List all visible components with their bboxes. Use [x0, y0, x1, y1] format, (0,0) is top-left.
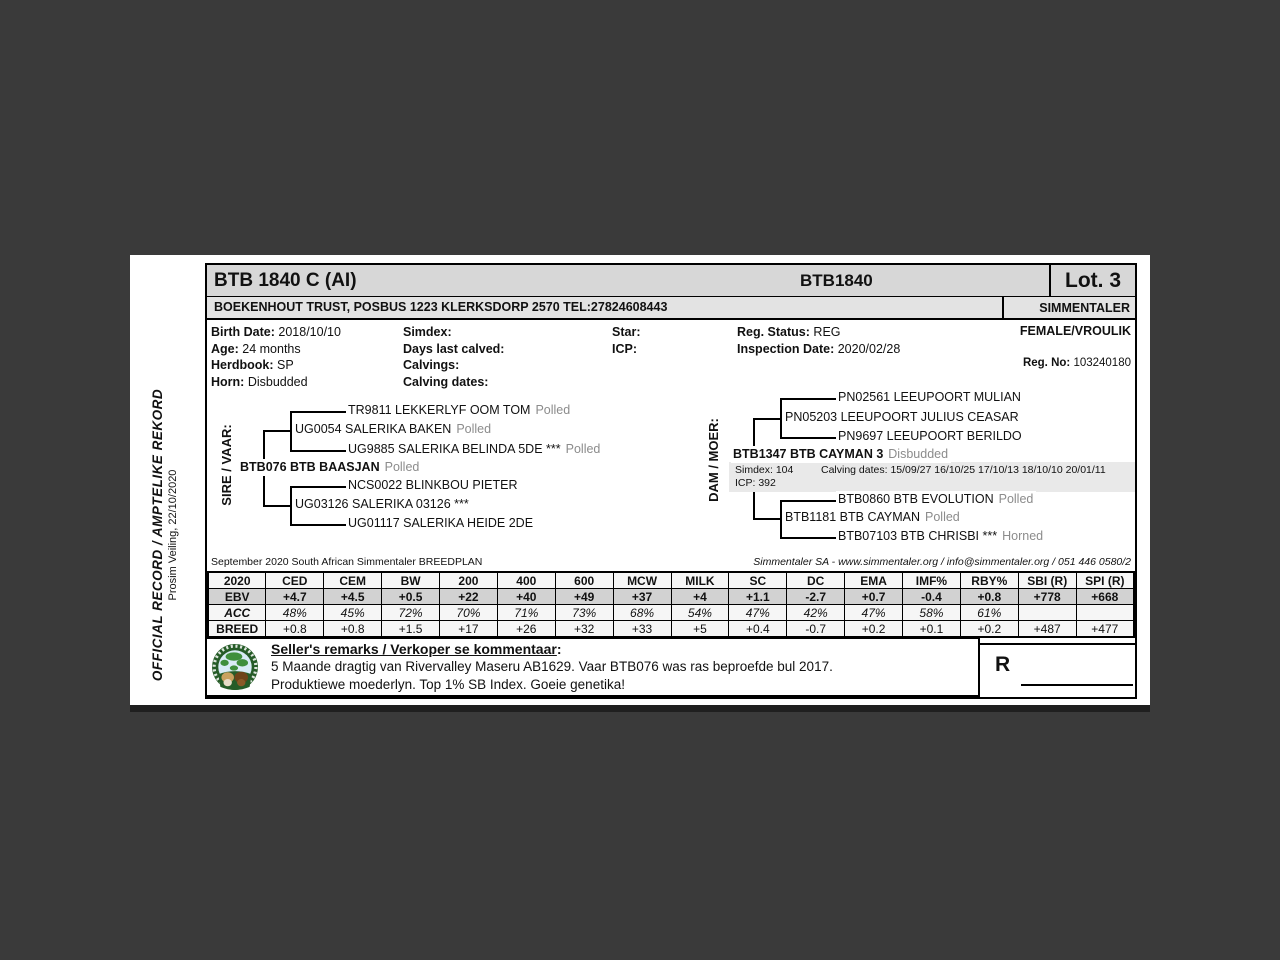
bp-cell: +0.8	[324, 621, 382, 638]
dam-name: BTB1347 BTB CAYMAN 3 Disbudded	[731, 446, 951, 463]
dam-granddam: PN9697 LEEUPOORT BERILDO	[836, 428, 1030, 445]
sire-sire: UG0054 SALERIKA BAKEN Polled	[293, 421, 494, 438]
animal-tag: BTB1840	[800, 271, 873, 290]
bp-cell: 47%	[845, 605, 903, 621]
bp-row-label: EBV	[208, 589, 266, 605]
sire-tree-line	[263, 505, 291, 507]
dam-simdex: Simdex: 104	[735, 464, 794, 476]
seller-remarks	[271, 640, 833, 694]
bp-column-header: 400	[497, 572, 555, 589]
bp-cell: 54%	[671, 605, 729, 621]
catalog-page	[130, 255, 1150, 705]
info-col-2	[403, 324, 504, 390]
simdex: Simdex:	[403, 325, 452, 339]
bp-cell: 47%	[729, 605, 787, 621]
bp-row-label: BREED	[208, 621, 266, 638]
breeder-row	[207, 297, 1135, 320]
bp-column-header: CED	[266, 572, 324, 589]
bp-cell: 68%	[613, 605, 671, 621]
star: Star:	[612, 325, 641, 339]
dam-dam-sire: BTB0860 BTB EVOLUTION Polled	[836, 491, 1036, 508]
bp-cell: +0.7	[845, 589, 903, 605]
bp-cell: +0.8	[960, 589, 1018, 605]
sire-name: BTB076 BTB BAASJAN Polled	[238, 459, 422, 476]
bp-cell: +26	[497, 621, 555, 638]
bp-cell: +4.5	[324, 589, 382, 605]
calvings: Calvings:	[403, 358, 460, 372]
price-blank-line	[1021, 684, 1133, 686]
bp-cell: +5	[671, 621, 729, 638]
side-label	[150, 375, 206, 695]
sire-dam: UG03126 SALERIKA 03126 ***	[293, 496, 477, 513]
animal-info	[207, 322, 1135, 392]
seller-remarks-line1: 5 Maande dragtig van Rivervalley Maseru AB1629. Vaar BTB076 was ras beproefde bul 2017.	[271, 659, 833, 674]
bp-column-header: EMA	[845, 572, 903, 589]
bp-cell: +487	[1018, 621, 1076, 638]
bp-cell: +4	[671, 589, 729, 605]
bp-cell: +40	[497, 589, 555, 605]
bp-column-header: 200	[440, 572, 498, 589]
sire-tree-line	[290, 486, 346, 488]
bp-cell: 70%	[440, 605, 498, 621]
dam-dam: BTB1181 BTB CAYMAN Polled	[783, 509, 963, 526]
seller-remarks-line2: Produktiewe moederlyn. Top 1% SB Index. Goeie genetika!	[271, 677, 625, 692]
registration-number: Reg. No: 103240180	[1022, 357, 1131, 369]
bp-cell: +0.1	[903, 621, 961, 638]
bp-cell: 71%	[497, 605, 555, 621]
dam-sire: PN05203 LEEUPOORT JULIUS CEASAR	[783, 409, 1027, 426]
sire-tree-line	[290, 411, 346, 413]
bp-column-header: IMF%	[903, 572, 961, 589]
inspection-date: Inspection Date: 2020/02/28	[737, 341, 901, 356]
dam-axis-label: DAM / MOER:	[706, 418, 721, 502]
bp-cell: +1.5	[382, 621, 440, 638]
dam-tree-line	[753, 518, 781, 520]
seller-remarks-title: Seller's remarks / Verkoper se kommentaar:	[271, 641, 562, 657]
herdbook: Herdbook: SP	[211, 358, 294, 372]
bp-column-header: DC	[787, 572, 845, 589]
bp-cell: 61%	[960, 605, 1018, 621]
bp-row-ebv	[208, 589, 1134, 605]
bp-cell: 73%	[555, 605, 613, 621]
sire-tree-line	[263, 430, 291, 432]
bp-header-row	[208, 572, 1134, 589]
bp-cell: -0.7	[787, 621, 845, 638]
bp-cell: +778	[1018, 589, 1076, 605]
age: Age: 24 months	[211, 341, 301, 356]
birth-date: Birth Date: 2018/10/10	[211, 325, 341, 339]
bp-row-acc	[208, 605, 1134, 621]
dam-tree-line	[780, 398, 782, 438]
bp-cell: +0.5	[382, 589, 440, 605]
info-col-4	[737, 324, 900, 357]
sire-axis-label: SIRE / VAAR:	[219, 424, 234, 506]
bp-column-header: RBY%	[960, 572, 1018, 589]
bp-cell: +22	[440, 589, 498, 605]
sire-tree-line	[290, 486, 292, 525]
bp-column-header: SPI (R)	[1076, 572, 1134, 589]
bp-cell: +477	[1076, 621, 1134, 638]
sire-tree-line	[290, 411, 292, 451]
bp-cell	[1018, 605, 1076, 621]
bp-cell: +33	[613, 621, 671, 638]
seller-remarks-box	[205, 637, 980, 697]
auction-label: Prosim Veiling, 22/10/2020	[167, 469, 179, 601]
dam-dam-dam: BTB07103 BTB CHRISBI *** Horned	[836, 528, 1046, 545]
animal-id: BTB 1840 C (AI)	[214, 270, 357, 291]
info-col-1	[211, 324, 341, 390]
calving-dates: Calving dates:	[403, 374, 489, 389]
sire-tree-line	[290, 524, 346, 526]
bp-cell: +668	[1076, 589, 1134, 605]
bp-cell: +49	[555, 589, 613, 605]
sex-label: FEMALE/VROULIK	[1019, 324, 1131, 338]
bp-cell: 72%	[382, 605, 440, 621]
bp-column-header: CEM	[324, 572, 382, 589]
bp-row-label: ACC	[208, 605, 266, 621]
breed-name: SIMMENTALER	[1002, 297, 1135, 318]
bp-cell: +37	[613, 589, 671, 605]
dam-tree-line	[780, 500, 782, 538]
sire-grandsire: TR9811 LEKKERLYF OOM TOM Polled	[346, 402, 573, 419]
bp-cell: +4.7	[266, 589, 324, 605]
breedplan-caption-right: Simmentaler SA - www.simmentaler.org / info@simmentaler.org / 051 446 0580/2	[753, 556, 1131, 568]
official-record-label: OFFICIAL RECORD / AMPTELIKE REKORD	[150, 388, 165, 682]
dam-tree-line	[780, 437, 836, 439]
breeder-address: BOEKENHOUT TRUST, POSBUS 1223 KLERKSDORP 2570 TEL:27824608443	[214, 300, 668, 314]
lot-number: Lot. 3	[1049, 265, 1135, 296]
bp-column-header: 2020	[208, 572, 266, 589]
bp-row-breed	[208, 621, 1134, 638]
lot-card	[205, 263, 1137, 699]
bp-column-header: SBI (R)	[1018, 572, 1076, 589]
bp-cell: +0.2	[845, 621, 903, 638]
bp-cell: +0.2	[960, 621, 1018, 638]
dam-tree-line	[753, 418, 781, 420]
horn-status: Horn: Disbudded	[211, 374, 308, 389]
sire-tree-line	[290, 450, 346, 452]
info-col-3	[612, 324, 640, 357]
sire-dam-dam: UG01117 SALERIKA HEIDE 2DE	[346, 515, 541, 532]
bp-cell: 45%	[324, 605, 382, 621]
icp: ICP:	[612, 341, 637, 356]
bp-column-header: 600	[555, 572, 613, 589]
bp-cell: +17	[440, 621, 498, 638]
bp-column-header: MCW	[613, 572, 671, 589]
dam-icp: ICP: 392	[735, 477, 776, 489]
bp-column-header: BW	[382, 572, 440, 589]
bp-cell: +0.4	[729, 621, 787, 638]
bp-cell: -2.7	[787, 589, 845, 605]
price-zone-border	[980, 643, 1137, 645]
bp-cell: 58%	[903, 605, 961, 621]
dam-tree-line	[780, 500, 836, 502]
sire-granddam: UG9885 SALERIKA BELINDA 5DE *** Polled	[346, 441, 603, 458]
bp-cell	[1076, 605, 1134, 621]
bp-column-header: MILK	[671, 572, 729, 589]
bp-cell: 48%	[266, 605, 324, 621]
dam-grandsire: PN02561 LEEUPOORT MULIAN	[836, 389, 1029, 406]
breedplan-caption-left: September 2020 South African Simmentaler BREEDPLAN	[211, 556, 483, 568]
breedplan-caption	[207, 556, 1135, 570]
dam-calving-dates: Calving dates: 15/09/27 16/10/25 17/10/13 18/10/10 20/01/11	[821, 464, 1106, 476]
bp-column-header: SC	[729, 572, 787, 589]
breedplan-table	[207, 571, 1135, 638]
price-currency-label: R	[995, 653, 1011, 676]
title-row	[207, 265, 1135, 297]
sire-dam-sire: NCS0022 BLINKBOU PIETER	[346, 477, 526, 494]
days-last-calved: Days last calved:	[403, 341, 505, 356]
simmentaler-logo-icon	[211, 643, 259, 691]
bp-cell: 42%	[787, 605, 845, 621]
dam-tree-line	[780, 398, 836, 400]
bp-cell: +32	[555, 621, 613, 638]
dam-stats-band	[729, 462, 1135, 492]
bp-cell: -0.4	[903, 589, 961, 605]
bp-cell: +0.8	[266, 621, 324, 638]
bp-cell: +1.1	[729, 589, 787, 605]
dam-tree-line	[780, 537, 836, 539]
reg-status: Reg. Status: REG	[737, 325, 841, 339]
